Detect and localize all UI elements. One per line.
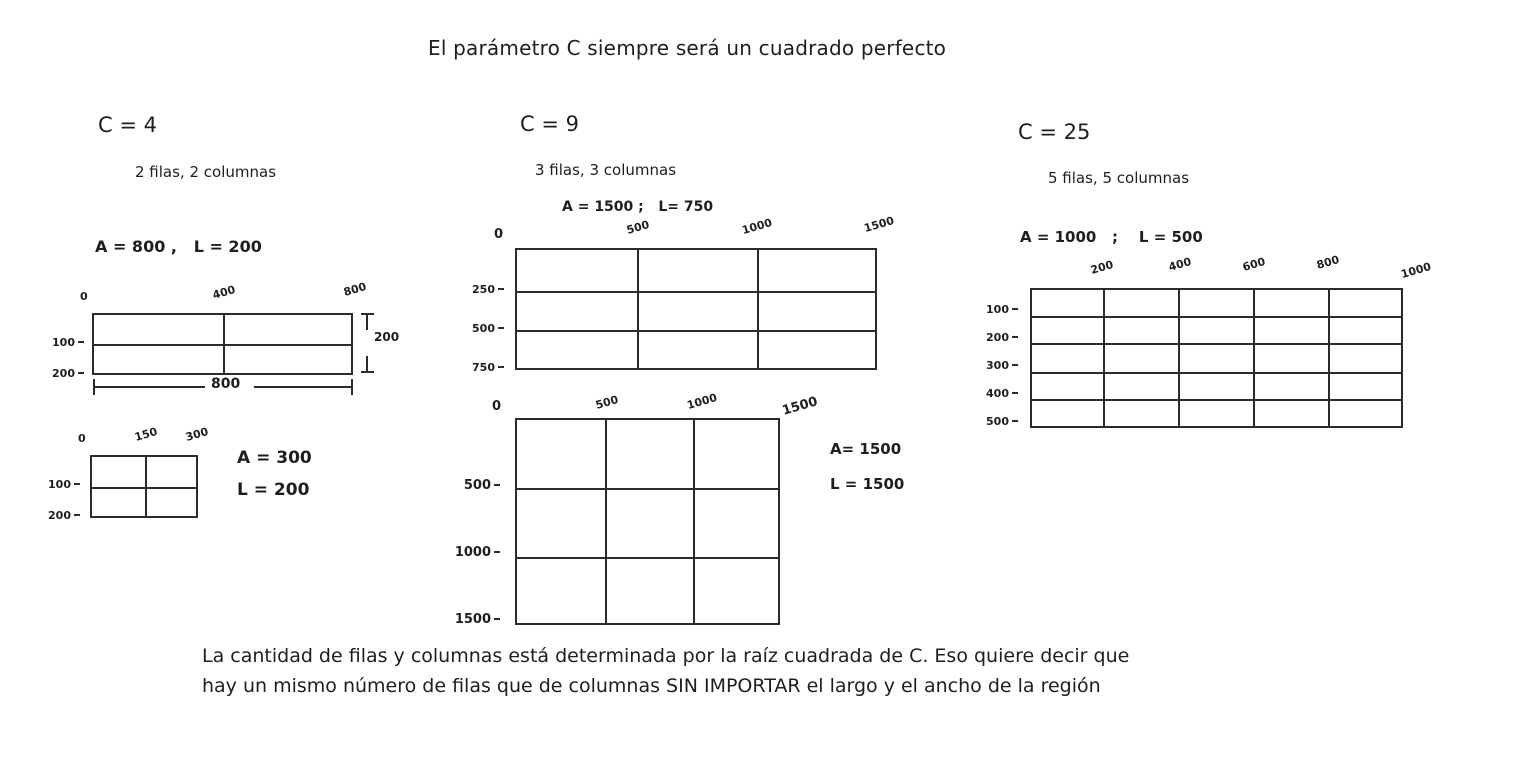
grid-hline <box>517 488 778 490</box>
grid-vline <box>1178 290 1180 426</box>
area-label-c9-top: A = 1500 ; L= 750 <box>562 199 714 215</box>
grid-box <box>515 418 780 625</box>
dim-bracket-cap <box>351 379 353 395</box>
dim-bracket-cap <box>361 371 374 373</box>
axis-tick-label: 1000 <box>1399 260 1433 281</box>
grid-hline <box>517 330 875 332</box>
axis-tick-label: 300 <box>184 425 210 444</box>
height-dim-label: 200 <box>374 330 400 344</box>
axis-tick-label: 500 <box>440 478 500 493</box>
grid-vline <box>1253 290 1255 426</box>
axis-tick-label: 500 <box>625 218 651 237</box>
axis-tick-label: 800 <box>1315 253 1341 272</box>
axis-tick-label: 100 <box>966 303 1018 316</box>
footer-line-1: La cantidad de filas y columnas está determinada por la raíz cuadrada de C. Eso quiere decir que <box>202 645 1130 667</box>
axis-tick-label: 0 <box>494 227 504 242</box>
area-label-c4-small-a: A = 300 <box>237 448 312 468</box>
axis-tick-label: 1000 <box>440 545 500 560</box>
axis-tick-label: 300 <box>966 359 1018 372</box>
grid-hline <box>1032 399 1401 401</box>
grid-hline <box>517 291 875 293</box>
grid-box <box>90 455 198 518</box>
grid-vline <box>757 250 759 368</box>
grid-hline <box>92 487 196 489</box>
axis-tick-label: 1500 <box>780 394 820 419</box>
axis-tick-label: 500 <box>966 415 1018 428</box>
grid-hline <box>94 344 351 346</box>
subtitle-c25: 5 filas, 5 columnas <box>1048 169 1190 187</box>
axis-tick-label: 150 <box>133 425 159 444</box>
axis-tick-label: 100 <box>36 336 84 349</box>
heading-c25: C = 25 <box>1018 120 1091 144</box>
length-label-c4-small-l: L = 200 <box>237 480 310 500</box>
axis-tick-label: 400 <box>211 283 237 302</box>
heading-c9: C = 9 <box>520 112 579 136</box>
grid-hline <box>1032 343 1401 345</box>
axis-tick-label: 200 <box>32 509 80 522</box>
grid-hline <box>1032 316 1401 318</box>
grid-vline <box>693 420 695 623</box>
grid-vline <box>637 250 639 368</box>
grid-hline <box>1032 372 1401 374</box>
subtitle-c4: 2 filas, 2 columnas <box>135 163 277 181</box>
axis-tick-label: 500 <box>594 393 620 412</box>
dim-bracket-line <box>95 386 205 388</box>
axis-tick-label: 100 <box>32 478 80 491</box>
axis-tick-label: 250 <box>448 283 504 296</box>
area-label-c25: A = 1000 ; L = 500 <box>1020 228 1203 246</box>
axis-tick-label: 0 <box>80 290 88 303</box>
page-title: El parámetro C siempre será un cuadrado perfecto <box>428 36 947 60</box>
axis-tick-label: 200 <box>966 331 1018 344</box>
grid-vline <box>1103 290 1105 426</box>
grid-vline <box>1328 290 1330 426</box>
axis-tick-label: 200 <box>1089 258 1115 277</box>
axis-tick-label: 600 <box>1241 255 1267 274</box>
grid-vline <box>605 420 607 623</box>
axis-tick-label: 0 <box>78 432 86 445</box>
area-label-c9-bottom-a: A= 1500 <box>830 440 902 458</box>
axis-tick-label: 1500 <box>440 612 500 627</box>
length-label-c9-bottom-l: L = 1500 <box>830 475 905 493</box>
axis-tick-label: 200 <box>36 367 84 380</box>
subtitle-c9: 3 filas, 3 columnas <box>535 161 677 179</box>
dim-bracket-stem <box>366 315 368 330</box>
axis-tick-label: 400 <box>966 387 1018 400</box>
heading-c4: C = 4 <box>98 113 157 137</box>
axis-tick-label: 0 <box>492 399 502 414</box>
axis-tick-label: 750 <box>448 361 504 374</box>
dim-bracket-line <box>254 386 352 388</box>
width-dim-label: 800 <box>211 376 241 392</box>
axis-tick-label: 800 <box>342 280 368 299</box>
footer-line-2: hay un mismo número de filas que de columnas SIN IMPORTAR el largo y el ancho de la región <box>202 675 1101 697</box>
axis-tick-label: 500 <box>448 322 504 335</box>
axis-tick-label: 1000 <box>740 216 774 237</box>
axis-tick-label: 400 <box>1167 255 1193 274</box>
grid-box <box>515 248 877 370</box>
axis-tick-label: 1500 <box>862 214 896 235</box>
axis-tick-label: 1000 <box>685 391 719 412</box>
grid-box <box>92 313 353 375</box>
area-label-c4-large: A = 800 , L = 200 <box>95 237 262 256</box>
grid-box <box>1030 288 1403 428</box>
dim-bracket-stem <box>366 356 368 371</box>
grid-hline <box>517 557 778 559</box>
